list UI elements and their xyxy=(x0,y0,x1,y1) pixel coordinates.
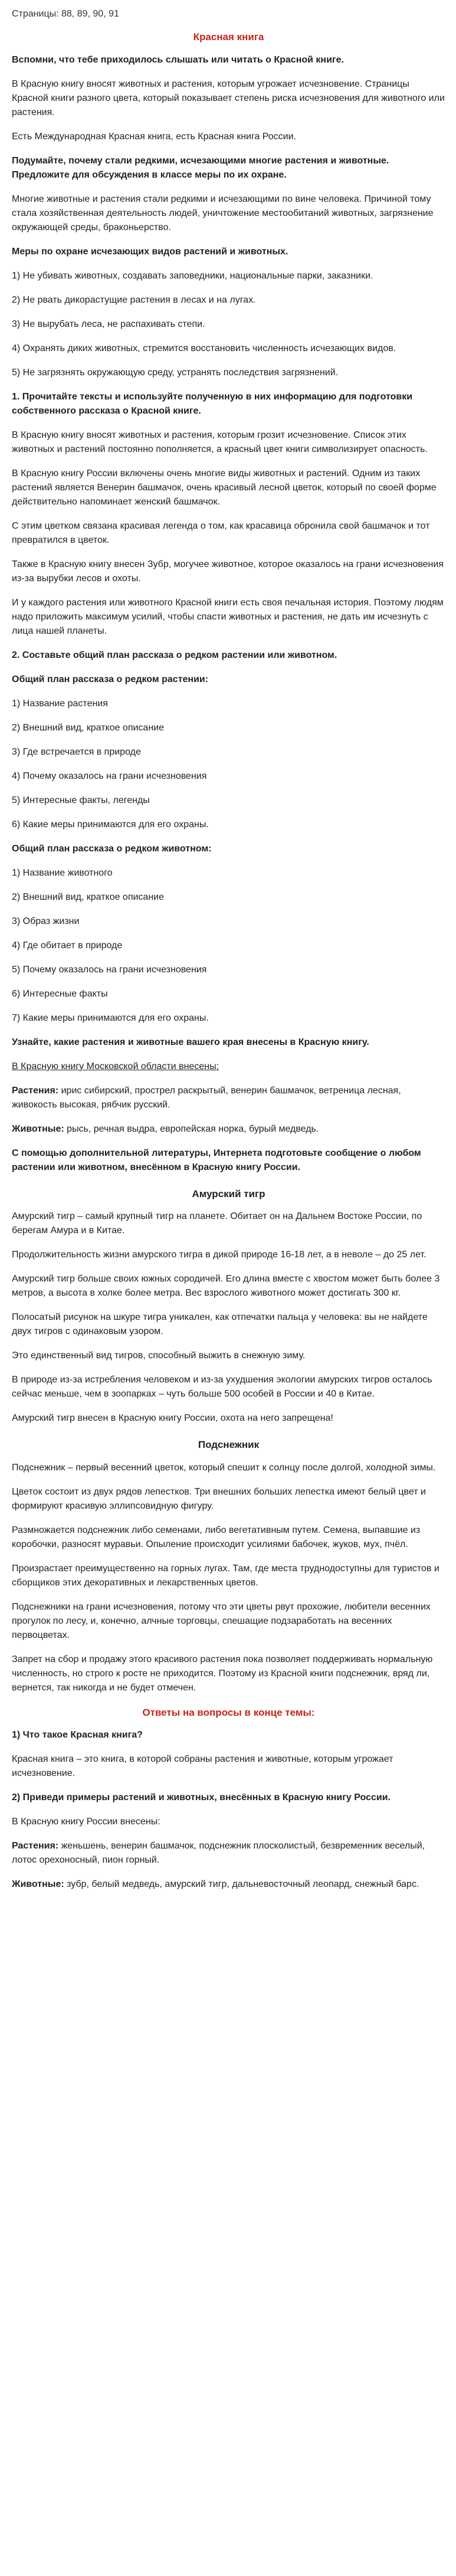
list-item: 3) Образ жизни xyxy=(12,916,80,926)
question-report: С помощью дополнительной литературы, Интернета подготовьте сообщение о любом растении или животном, внесённом в Красную книгу России. xyxy=(12,1148,421,1172)
list-item: 2) Внешний вид, краткое описание xyxy=(12,722,164,733)
snowdrop-paragraph: Подснежники на грани исчезновения, потому что эти цветы рвут прохожие, любители весенних прогулок по лесу, и, конечно, алчные торговцы, спешащие подзаработать на весенних первоцветах. xyxy=(12,1601,431,1640)
snowdrop-paragraph: Размножается подснежник либо семенами, либо вегетативным путем. Семена, выпавшие из коробочки, разносят муравьи. Опыление происходит усилиями бабочек, жуков, мух, пчёл. xyxy=(12,1525,421,1549)
list-item: 1) Название животного xyxy=(12,867,113,878)
answer-paragraph: Есть Международная Красная книга, есть Красная книга России. xyxy=(12,131,296,142)
list-item: 3) Не вырубать леса, не распахивать степи. xyxy=(12,319,205,329)
page-title: Красная книга xyxy=(193,31,264,42)
tiger-paragraph: Амурский тигр внесен в Красную книгу России, охота на него запрещена! xyxy=(12,1413,333,1423)
list-item: 4) Где обитает в природе xyxy=(12,940,123,951)
plants-label: Растения: xyxy=(12,1085,59,1096)
list-item: 5) Почему оказалось на грани исчезновения xyxy=(12,964,207,975)
answer-paragraph: В Красную книгу России включены очень многие виды животных и растений. Одним из таких растений является Венерин башмачок, очень красивый лесной цветок, который по своей форме действительно напоминает женский башмачок. xyxy=(12,468,437,507)
final-answer-1: Красная книга – это книга, в которой собраны растения и животные, которым угрожает исчезновение. xyxy=(12,1754,393,1778)
list-item: 4) Почему оказалось на грани исчезновения xyxy=(12,771,207,781)
animals-label: Животные: xyxy=(12,1879,64,1889)
list-item: 3) Где встречается в природе xyxy=(12,746,141,757)
tiger-paragraph: Продолжительность жизни амурского тигра в дикой природе 16-18 лет, а в неволе – до 25 лет. xyxy=(12,1250,427,1260)
answer-paragraph: В Красную книгу вносят животных и растения, которым грозит исчезновение. Список этих животных и растений постоянно пополняется, а красный цвет книги символизирует опасность. xyxy=(12,430,428,454)
snowdrop-paragraph: Подснежник – первый весенний цветок, который спешит к солнцу после долгой, холодной зимы. xyxy=(12,1462,436,1473)
plants-label: Растения: xyxy=(12,1841,59,1851)
region-plants xyxy=(12,1084,445,1112)
question-intro: Вспомни, что тебе приходилось слышать или читать о Красной книге. xyxy=(12,54,344,65)
answers-heading: Ответы на вопросы в конце темы: xyxy=(142,1706,315,1718)
snowdrop-paragraph: Запрет на сбор и продажу этого красивого растения пока позволяет поддерживать нормальную численность, но строго к росте не приходится. Поэтому из Красной книги подснежник, вряд ли, вернется, так никогда и не будет отмечен. xyxy=(12,1654,433,1693)
region-list-heading: В Красную книгу Московской области внесены: xyxy=(12,1061,219,1071)
list-item: 6) Какие меры принимаются для его охраны. xyxy=(12,819,209,830)
list-item: 2) Не рвать дикорастущие растения в лесах и на лугах. xyxy=(12,294,256,305)
list-item: 2) Внешний вид, краткое описание xyxy=(12,892,164,902)
final-plants xyxy=(12,1839,445,1867)
tiger-heading: Амурский тигр xyxy=(192,1188,265,1199)
final-animals xyxy=(12,1877,445,1892)
plant-plan-title: Общий план рассказа о редком растении: xyxy=(12,674,209,684)
tiger-paragraph: Это единственный вид тигров, способный выжить в снежную зиму. xyxy=(12,1351,306,1361)
animal-plan-title: Общий план рассказа о редком животном: xyxy=(12,843,212,854)
answer-paragraph: В Красную книгу вносят животных и растения, которым угрожает исчезновение. Страницы Красной книги разного цвета, который показывает степень риска исчезновения для животного или растения. xyxy=(12,78,445,117)
list-item: 1) Не убивать животных, создавать заповедники, национальные парки, заказники. xyxy=(12,270,373,281)
animals-text: рысь, речная выдра, европейская норка, бурый медведь. xyxy=(64,1123,319,1134)
animals-label: Животные: xyxy=(12,1123,64,1134)
measures-title: Меры по охране исчезающих видов растений и животных. xyxy=(12,246,288,257)
final-question-2: 2) Приведи примеры растений и животных, внесённых в Красную книгу России. xyxy=(12,1792,391,1802)
tiger-paragraph: Амурский тигр – самый крупный тигр на планете. Обитает он на Дальнем Востоке России, по берегам Амура и в Китае. xyxy=(12,1211,422,1235)
answer-paragraph: Многие животные и растения стали редкими и исчезающими по вине человека. Причиной тому стала хозяйственная деятельность людей, уничтожение местообитаний животных, загрязнение окружающей среды, браконьерство. xyxy=(12,194,434,232)
list-item: 7) Какие меры принимаются для его охраны. xyxy=(12,1012,209,1023)
tiger-paragraph: В природе из-за истребления человеком и из-за ухудшения экологии амурских тигров осталось сейчас меньше, чем в зоопарках – чуть больше 500 особей в России и 40 в Китае. xyxy=(12,1375,432,1399)
plants-text: женьшень, венерин башмачок, подснежник плосколистый, безвременник веселый, лотос орехоносный, пион горный. xyxy=(12,1841,425,1865)
tiger-paragraph: Полосатый рисунок на шкуре тигра уникален, как отпечатки пальца у человека: вы не найдете двух тигров с одинаковым узором. xyxy=(12,1312,428,1336)
plants-text: ирис сибирский, прострел раскрытый, венерин башмачок, ветреница лесная, живокость высокая, рябчик русский. xyxy=(12,1085,401,1110)
animals-text: зубр, белый медведь, амурский тигр, дальневосточный леопард, снежный барс. xyxy=(64,1879,419,1889)
final-answer-2-intro: В Красную книгу России внесены: xyxy=(12,1817,160,1827)
list-item: 4) Охранять диких животных, стремится восстановить численность исчезающих видов. xyxy=(12,343,396,353)
question-task-1: 1. Прочитайте тексты и используйте полученную в них информацию для подготовки собственного рассказа о Красной книге. xyxy=(12,391,413,416)
list-item: 6) Интересные факты xyxy=(12,988,108,999)
tiger-paragraph: Амурский тигр больше своих южных сородичей. Его длина вместе с хвостом может быть более 3 метров, а высота в холке более метра. Вес взрослого животного может достигать 300 кг. xyxy=(12,1274,440,1298)
list-item: 5) Не загрязнять окружающую среду, устранять последствия загрязнений. xyxy=(12,367,339,378)
question-region: Узнайте, какие растения и животные вашего края внесены в Красную книгу. xyxy=(12,1037,369,1047)
answer-paragraph: И у каждого растения или животного Красной книги есть своя печальная история. Поэтому людям надо приложить максимум усилий, чтобы спасти животных и растения, не дать им исчезнуть с лица нашей планеты. xyxy=(12,597,444,636)
question-task-2: 2. Составьте общий план рассказа о редком растении или животном. xyxy=(12,650,337,660)
snowdrop-paragraph: Произрастает преимущественно на горных лугах. Там, где места труднодоступны для туристов и сборщиков этих декоративных и лекарственных цветов. xyxy=(12,1563,439,1588)
region-animals xyxy=(12,1122,445,1136)
snowdrop-paragraph: Цветок состоит из двух рядов лепестков. Три внешних больших лепестка имеют белый цвет и формируют красивую эллипсовидную фигуру. xyxy=(12,1486,426,1511)
pages-reference: Страницы: 88, 89, 90, 91 xyxy=(12,9,119,19)
list-item: 5) Интересные факты, легенды xyxy=(12,795,150,805)
final-question-1: 1) Что такое Красная книга? xyxy=(12,1730,143,1740)
answer-paragraph: Также в Красную книгу внесен Зубр, могучее животное, которое оказалось на грани исчезновения из-за вырубки лесов и охоты. xyxy=(12,559,444,584)
question-think: Подумайте, почему стали редкими, исчезающими многие растения и животные. Предложите для обсуждения в классе меры по их охране. xyxy=(12,155,389,180)
snowdrop-heading: Подснежник xyxy=(198,1439,260,1450)
list-item: 1) Название растения xyxy=(12,698,108,709)
answer-paragraph: С этим цветком связана красивая легенда о том, как красавица обронила свой башмачок и тот превратился в цветок. xyxy=(12,520,430,545)
